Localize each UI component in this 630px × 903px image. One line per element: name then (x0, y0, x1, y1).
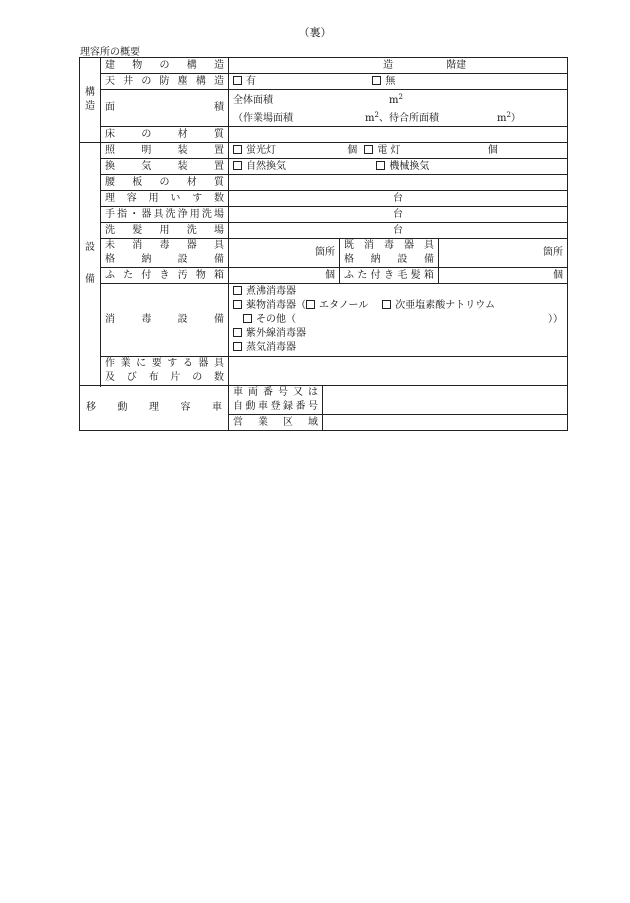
row-storage (80, 239, 568, 268)
checkbox-other[interactable] (243, 314, 252, 323)
row-chairs (80, 191, 568, 207)
label-building-structure: 建物の構造 (101, 58, 229, 74)
row-building-structure (80, 58, 568, 74)
label-hairwash: 洗髪用洗場 (101, 223, 229, 239)
row-handwash (80, 207, 568, 223)
side-label-setsubi: 設 備 (80, 143, 101, 386)
row-wainscot (80, 175, 568, 191)
row-floor (80, 127, 568, 143)
label-disinfection: 消毒設備 (101, 284, 229, 357)
value-handwash[interactable]: 台 (229, 207, 568, 223)
row-disinfection (80, 284, 568, 357)
label-waste-box: ふた付き汚物箱 (101, 268, 229, 284)
label-handwash: 手指・器具洗浄用洗場 (101, 207, 229, 223)
row-lighting (80, 143, 568, 159)
value-business-area[interactable] (323, 415, 568, 431)
label-chairs: 理容用いす数 (101, 191, 229, 207)
label-hair-box: ふた付き毛髪箱 (340, 268, 439, 284)
checkbox-uv[interactable] (233, 328, 242, 337)
label-wainscot: 腰板の材質 (101, 175, 229, 191)
value-lighting[interactable]: 蛍光灯 個 電 灯 個 (229, 143, 568, 159)
value-hairwash[interactable]: 台 (229, 223, 568, 239)
value-ceiling[interactable]: 有 無 (229, 74, 568, 90)
label-area: 面 積 (101, 90, 229, 127)
value-clean-storage[interactable]: 箇所 (439, 239, 568, 268)
checkbox-ceiling-no[interactable] (372, 76, 381, 85)
label-lighting: 照明装置 (101, 143, 229, 159)
row-ceiling (80, 74, 568, 90)
checkbox-bulb[interactable] (364, 145, 373, 154)
value-ventilation[interactable]: 自然換気 機械換気 (229, 159, 568, 175)
checkbox-ethanol[interactable] (306, 300, 315, 309)
value-floor[interactable] (229, 127, 568, 143)
value-wainscot[interactable] (229, 175, 568, 191)
value-hair-box[interactable]: 個 (439, 268, 568, 284)
checkbox-mechanical-ventilation[interactable] (376, 161, 385, 170)
label-unclean-storage: 未消毒器具 格納設備 (101, 239, 229, 268)
label-vehicle-number: 車両番号又は 自動車登録番号 (229, 386, 323, 415)
value-waste-box[interactable]: 個 (229, 268, 340, 284)
value-vehicle-number[interactable] (323, 386, 568, 415)
row-ventilation (80, 159, 568, 175)
label-floor: 床の材質 (101, 127, 229, 143)
row-mobile-plate (80, 386, 568, 415)
checkbox-fluorescent[interactable] (233, 145, 242, 154)
label-ceiling: 天井の防塵構造 (101, 74, 229, 90)
page-mark: （裏） (298, 26, 332, 39)
label-ventilation: 換気装置 (101, 159, 229, 175)
value-tools[interactable] (229, 357, 568, 386)
label-tools: 作業に要する器具 及び布片の数 (101, 357, 229, 386)
value-disinfection[interactable]: 煮沸消毒器 薬物消毒器（ エタノール 次亜塩素酸ナトリウム その他（ ）） 紫外線消毒器 蒸気消毒器 (229, 284, 568, 357)
checkbox-steam[interactable] (233, 342, 242, 351)
value-chairs[interactable]: 台 (229, 191, 568, 207)
checkbox-natural-ventilation[interactable] (233, 161, 242, 170)
side-label-kozo: 構 造 (80, 58, 101, 143)
row-hairwash (80, 223, 568, 239)
checkbox-chemical[interactable] (233, 300, 242, 309)
label-business-area: 営業区域 (229, 415, 323, 431)
label-clean-storage: 既消毒器具 格納設備 (340, 239, 439, 268)
section-title: 理容所の概要 (80, 47, 140, 58)
row-tools (80, 357, 568, 386)
row-lids (80, 268, 568, 284)
value-area[interactable]: 全体面積 $m^2$ （作業場面積 $m^2$、待合所面積 $m^2$） (229, 90, 568, 127)
label-mobile-barber: 移動理容車 (80, 386, 229, 431)
checkbox-ceiling-yes[interactable] (233, 76, 242, 85)
value-unclean-storage[interactable]: 箇所 (229, 239, 340, 268)
checkbox-hypochlorite[interactable] (382, 300, 391, 309)
overview-table (79, 57, 568, 431)
checkbox-boiling[interactable] (233, 286, 242, 295)
value-building-structure[interactable]: 造 階建 (229, 58, 568, 74)
